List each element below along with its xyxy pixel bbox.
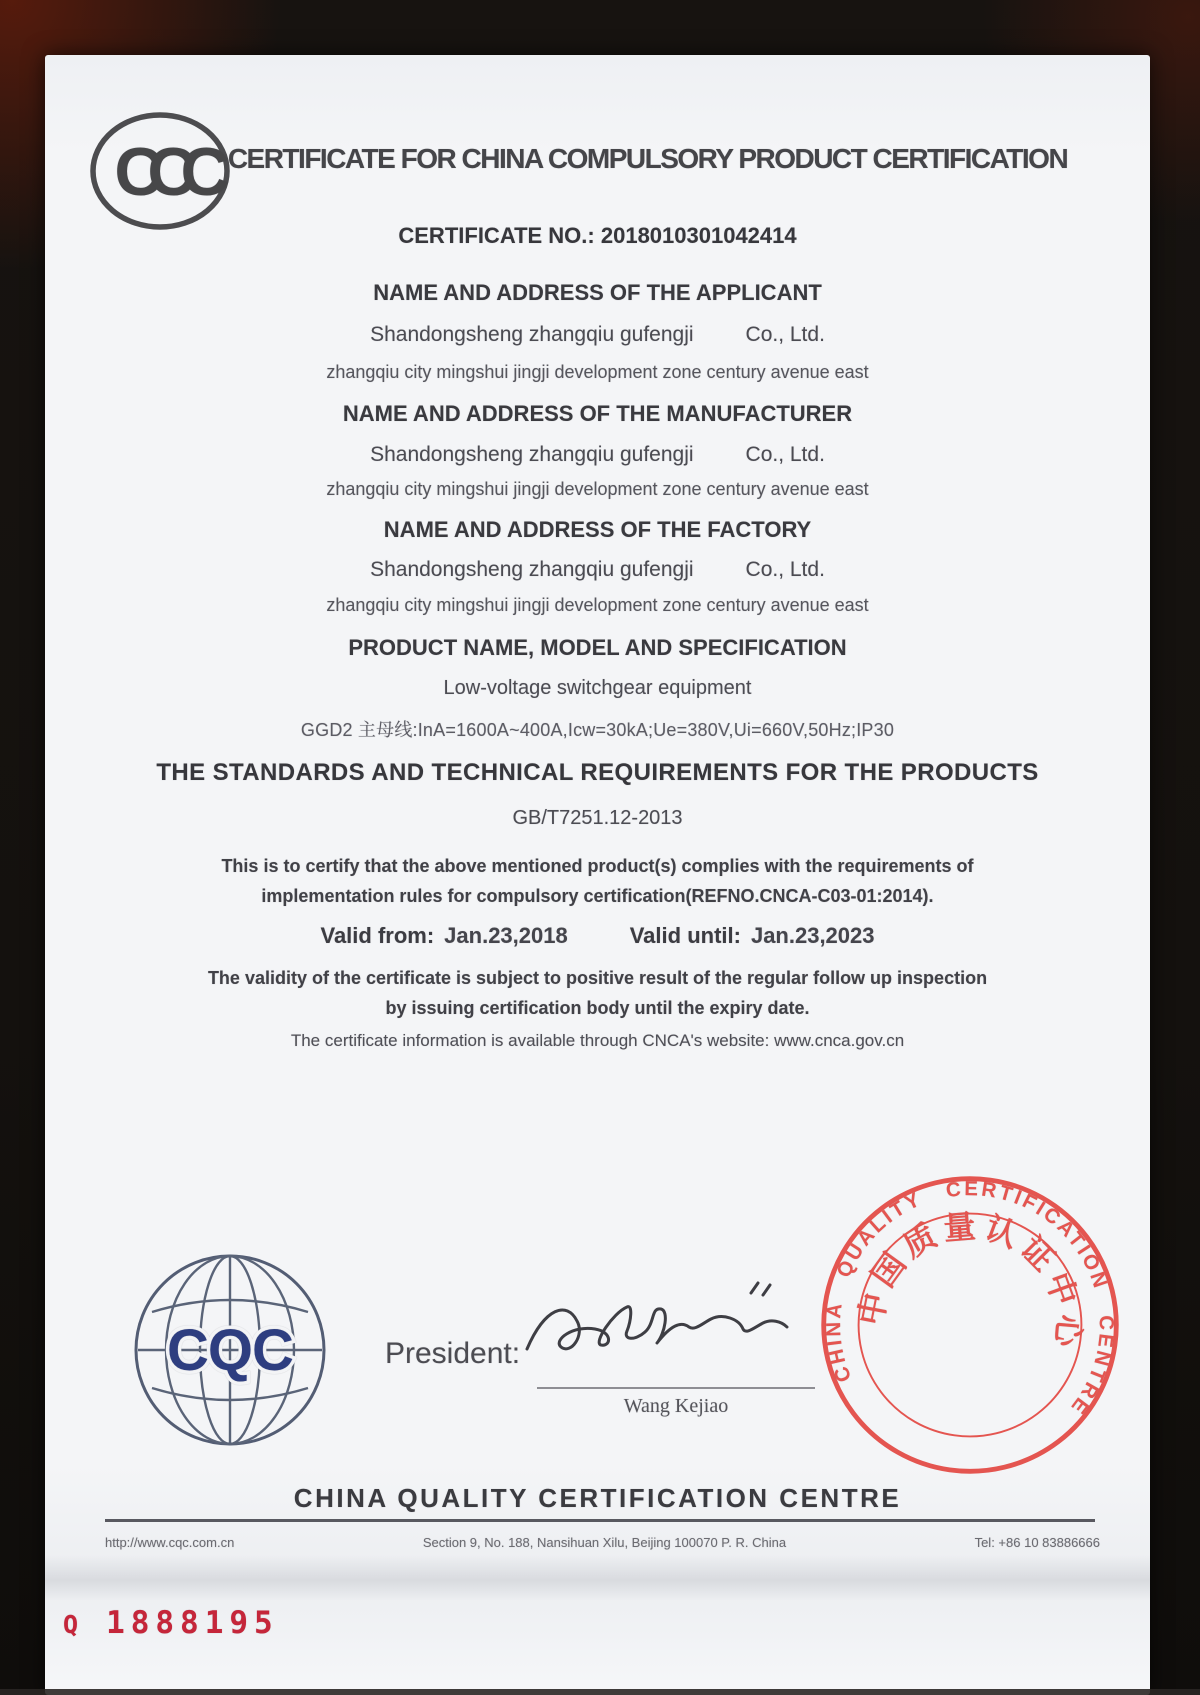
valid-from-label: Valid from: [320, 923, 435, 948]
footer-rule [105, 1519, 1095, 1522]
paper-fold-shadow [45, 1555, 1150, 1601]
factory-company-suffix: Co., Ltd. [745, 558, 825, 581]
certify-statement-wrap [45, 851, 1150, 911]
certificate-number-value: 2018010301042414 [600, 223, 797, 248]
stamp-ring-text: CHINA QUALITY CERTIFICATION CENTRE [823, 1178, 1117, 1420]
ccc-letters: CCC [114, 134, 214, 210]
serial-prefix: Q [63, 1610, 79, 1639]
president-name: Wang Kejiao [623, 1395, 729, 1417]
manufacturer-company-line [45, 443, 1150, 467]
cnca-note: The certificate information is available through CNCA's website: www.cnca.gov.cn [290, 1031, 905, 1050]
footer-tel: Tel: +86 10 83886666 [974, 1535, 1100, 1550]
footer-row [105, 1535, 1100, 1550]
certificate-paper [45, 55, 1150, 1695]
cqc-red-stamp [795, 1150, 1145, 1500]
signature-line [537, 1387, 815, 1389]
serial-digits: 1888195 [106, 1605, 279, 1641]
serial-number [63, 1605, 279, 1641]
valid-from-value: Jan.23,2018 [444, 923, 568, 948]
manufacturer-company-suffix: Co., Ltd. [745, 443, 825, 466]
factory-address: zhangqiu city mingshui jingji development zone century avenue east [326, 595, 869, 615]
org-name-heading: CHINA QUALITY CERTIFICATION CENTRE [293, 1483, 902, 1513]
footer-address: Section 9, No. 188, Nansihuan Xilu, Beijing 100070 P. R. China [422, 1535, 787, 1550]
applicant-heading: NAME AND ADDRESS OF THE APPLICANT [373, 280, 822, 305]
president-label: President: [385, 1337, 521, 1370]
president-signature [515, 1277, 825, 1392]
validity-note: The validity of the certificate is subject to positive result of the regular follow up inspection by issuing certification body until the expiry date. [207, 968, 988, 1018]
standards-value: GB/T7251.12-2013 [512, 807, 683, 829]
manufacturer-heading: NAME AND ADDRESS OF THE MANUFACTURER [342, 401, 853, 426]
applicant-company: Shandongsheng zhangqiu gufengji [370, 323, 694, 346]
factory-company-line [45, 558, 1150, 582]
product-heading: PRODUCT NAME, MODEL AND SPECIFICATION [348, 635, 847, 660]
certificate-number-label: CERTIFICATE NO.: [398, 223, 595, 248]
valid-until-value: Jan.23,2023 [750, 923, 875, 948]
certify-statement: This is to certify that the above mentioned product(s) complies with the requirements of implementation rules for compulsory certification(REFNO.CNCA-C03-01:2014). [221, 856, 974, 906]
cqc-letters: CQC [167, 1318, 293, 1383]
stamp-chinese-text: 中国质量认证中心 [852, 1207, 1088, 1354]
certificate-number-line [45, 223, 1150, 249]
factory-heading: NAME AND ADDRESS OF THE FACTORY [383, 517, 812, 542]
standards-heading: THE STANDARDS AND TECHNICAL REQUIREMENTS FOR THE PRODUCTS [156, 759, 1039, 786]
applicant-company-suffix: Co., Ltd. [745, 323, 825, 346]
product-name: Low-voltage switchgear equipment [443, 677, 752, 699]
certificate-title: CERTIFICATE FOR CHINA COMPULSORY PRODUCT CERTIFICATION [227, 143, 1068, 174]
valid-until-label: Valid until: [629, 923, 741, 948]
manufacturer-address: zhangqiu city mingshui jingji development zone century avenue east [326, 479, 869, 499]
applicant-company-line [45, 323, 1150, 347]
factory-company: Shandongsheng zhangqiu gufengji [370, 558, 694, 581]
cqc-globe-logo [130, 1250, 330, 1450]
product-spec: GGD2 主母线:InA=1600A~400A,Icw=30kA;Ue=380V,Ui=660V,50Hz;IP30 [300, 720, 895, 740]
manufacturer-company: Shandongsheng zhangqiu gufengji [370, 443, 694, 466]
validity-row [45, 923, 1150, 949]
applicant-address: zhangqiu city mingshui jingji development zone century avenue east [326, 362, 869, 382]
footer-website: http://www.cqc.com.cn [105, 1535, 235, 1550]
validity-note-wrap [45, 963, 1150, 1023]
